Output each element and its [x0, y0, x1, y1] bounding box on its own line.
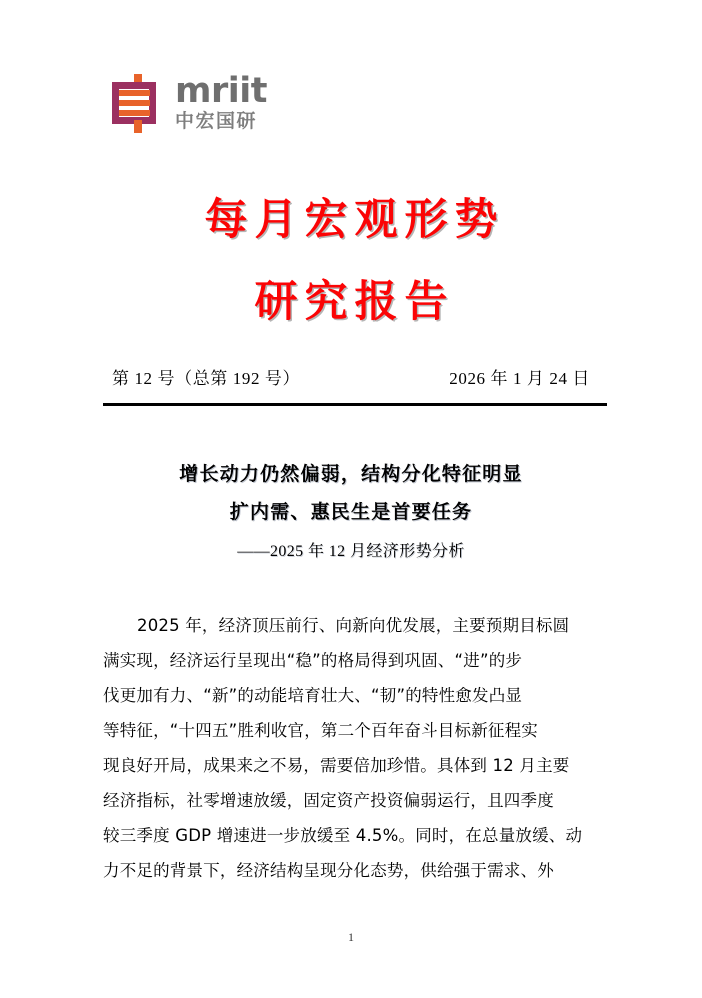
- publication-title-line2: 研究报告: [254, 277, 455, 327]
- logo-wordmark-chinese: 中宏国研: [175, 109, 258, 132]
- body-line: 2025 年，经济顶压前行、向新向优发展，主要预期目标圆: [137, 616, 570, 635]
- issue-date: 2026 年 1 月 24 日: [449, 369, 590, 388]
- article-headline-line1: 增长动力仍然偏弱，结构分化特征明显: [179, 463, 523, 485]
- logo-bar-1: [119, 90, 150, 96]
- logo-stem-bottom: [134, 120, 142, 133]
- article-subtitle: ——2025 年 12 月经济形势分析: [237, 543, 465, 560]
- body-line: 满实现，经济运行呈现出“稳”的格局得到巩固、“进”的步: [103, 651, 523, 670]
- header-divider: [103, 403, 607, 406]
- masthead-logo: [110, 71, 267, 132]
- logo-bar-3: [119, 110, 150, 116]
- body-line: 伐更加有力、“新”的动能培育壮大、“韧”的特性愈发凸显: [103, 686, 523, 705]
- logo-wordmark: [175, 71, 267, 132]
- article-body: [103, 608, 607, 888]
- article-headline-line2: 扩内需、惠民生是首要任务: [229, 501, 473, 523]
- body-line: 较三季度 GDP 增速进一步放缓至 4.5%。同时，在总量放缓、动: [103, 826, 583, 845]
- logo-wordmark-latin: mriit: [175, 71, 267, 112]
- logo-bar-2: [119, 100, 150, 106]
- issue-row: [112, 364, 590, 389]
- body-line: 力不足的背景下，经济结构呈现分化态势，供给强于需求、外: [103, 861, 554, 880]
- body-line: 等特征，“十四五”胜利收官，第二个百年奋斗目标新征程实: [103, 721, 538, 740]
- body-line: 经济指标，社零增速放缓，固定资产投资偏弱运行，且四季度: [103, 791, 554, 810]
- mriit-logo-icon: [110, 74, 164, 132]
- body-line: 现良好开局，成果来之不易，需要倍加珍惜。具体到 12 月主要: [103, 756, 570, 775]
- issue-number: 第 12 号（总第 192 号）: [112, 369, 301, 388]
- page-number: 1: [348, 930, 354, 944]
- publication-title-line1: 每月宏观形势: [204, 195, 505, 245]
